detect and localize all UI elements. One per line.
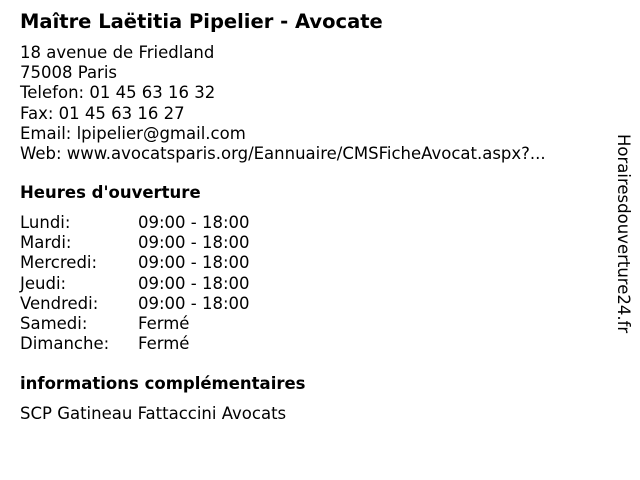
hours-row-sunday xyxy=(20,334,420,354)
hours-row-wednesday xyxy=(20,253,420,273)
day-hours: Fermé xyxy=(138,313,190,333)
day-label: Mercredi: xyxy=(20,253,98,273)
additional-info-heading: informations complémentaires xyxy=(20,374,306,393)
additional-info-text: SCP Gatineau Fattaccini Avocats xyxy=(20,404,287,423)
email-address: Email: lpipelier@gmail.com xyxy=(20,123,246,143)
page-title: Maître Laëtitia Pipelier - Avocate xyxy=(20,10,383,33)
website-url: Web: www.avocatsparis.org/Eannuaire/CMSFicheAvocat.aspx?... xyxy=(20,143,546,163)
day-hours: 09:00 - 18:00 xyxy=(138,253,250,273)
hours-row-friday xyxy=(20,294,420,314)
hours-row-saturday xyxy=(20,314,420,334)
hours-row-monday xyxy=(20,213,420,233)
brand-watermark xyxy=(612,134,634,370)
brand-text: Horairesdouverture24.fr xyxy=(614,134,633,334)
day-label: Jeudi: xyxy=(20,273,67,293)
day-hours: 09:00 - 18:00 xyxy=(138,213,250,232)
opening-hours-heading: Heures d'ouverture xyxy=(20,183,201,202)
hours-row-tuesday xyxy=(20,233,420,253)
day-hours: 09:00 - 18:00 xyxy=(138,293,250,313)
day-label: Mardi: xyxy=(20,233,72,253)
day-hours: 09:00 - 18:00 xyxy=(138,273,250,293)
contact-block xyxy=(20,43,546,164)
day-label: Dimanche: xyxy=(20,334,110,354)
opening-hours-list xyxy=(20,213,420,354)
fax-number: Fax: 01 45 63 16 27 xyxy=(20,103,185,123)
phone-number: Telefon: 01 45 63 16 32 xyxy=(20,83,216,103)
hours-row-thursday xyxy=(20,274,420,294)
day-label: Lundi: xyxy=(20,213,71,232)
day-label: Vendredi: xyxy=(20,293,99,313)
address-street: 18 avenue de Friedland xyxy=(20,43,215,62)
address-city: 75008 Paris xyxy=(20,63,118,83)
day-label: Samedi: xyxy=(20,313,88,333)
day-hours: 09:00 - 18:00 xyxy=(138,233,250,253)
day-hours: Fermé xyxy=(138,334,190,354)
